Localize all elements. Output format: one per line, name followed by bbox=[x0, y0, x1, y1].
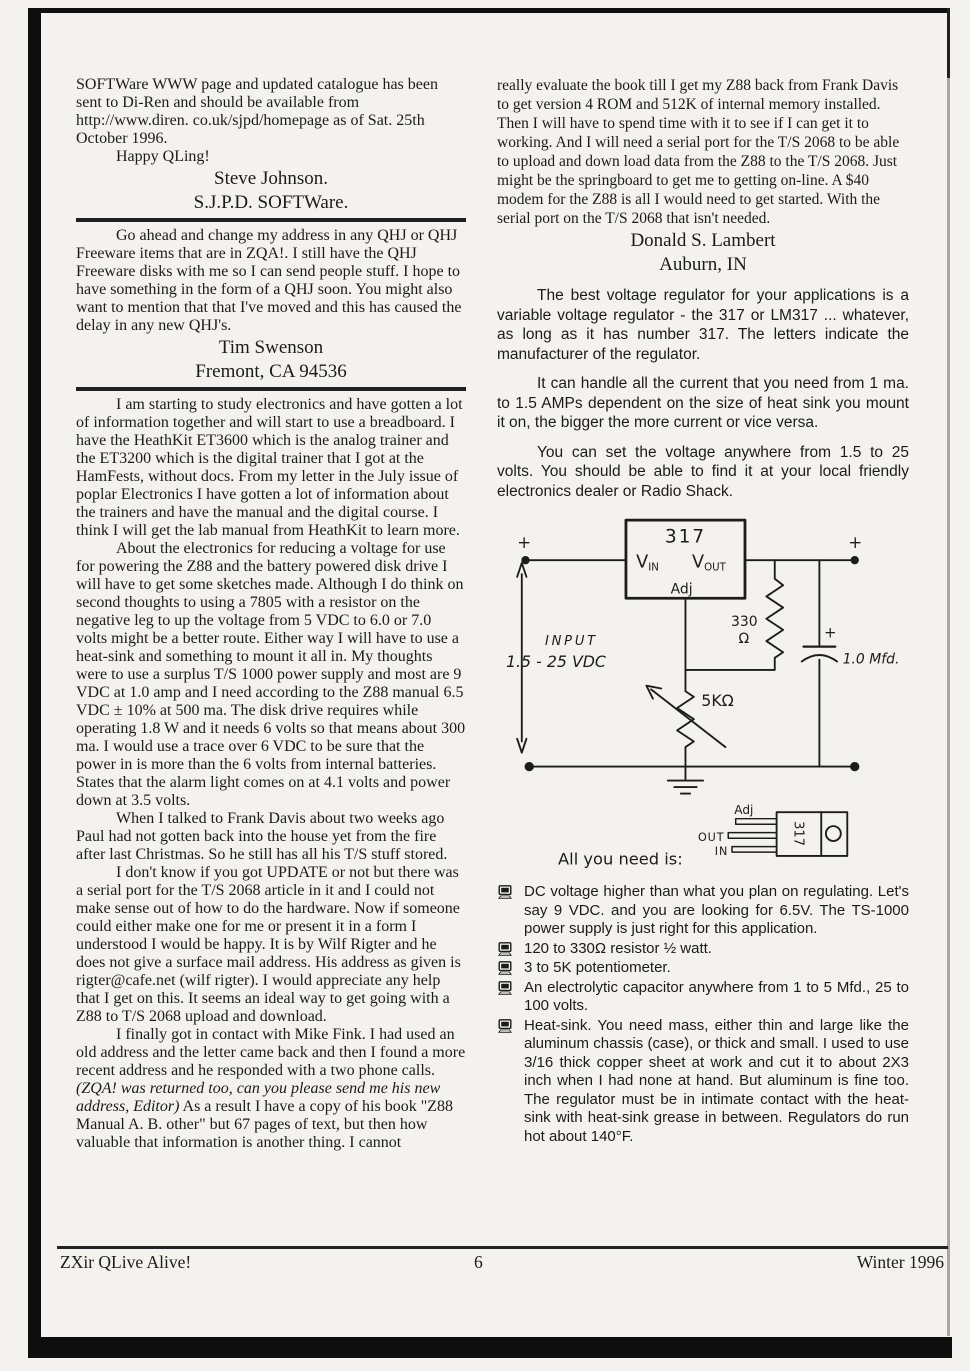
computer-icon bbox=[497, 981, 513, 1002]
pin-vin: V bbox=[636, 552, 649, 573]
svg-text:VIN: VIN bbox=[636, 552, 659, 574]
computer-icon bbox=[497, 1019, 513, 1040]
paragraph-starting-electronics: I am starting to study electronics and have gotten a lot of information together and will start to use a breadboard. I have the HeathKit ET3600 which is the analog trainer and the ET3200 which is the digital trainer that I got at the HamFests, without docs. From my letter in the July issue of poplar Electronics I have gotten a lot of information about the trainers and have the manual and the digital course. I think I will get the lab manual from HeathKit to learn more. bbox=[76, 396, 463, 539]
paragraph-go-ahead: Go ahead and change my address in any QHJ or QHJ Freeware items that are in ZQA!. I still have the QHJ Freeware disks with me so I can send people stuff. I hope to have something in the form of a QHJ soon. You might also want to mention that that I've moved and this has caused the delay in any new QHJ's. bbox=[76, 227, 462, 334]
paragraph-about-electronics: About the electronics for reducing a voltage for use for powering the Z88 and the battery powered disk drive I will have to get some sketches made. Although I do think on second thoughts to using a 7805 with a resistor on the negative leg to up the voltage from 5 VDC to 6.0 or 7.0 volts might be a better route. Either way I will have to use a heat-sink and something to mount it all in. My thoughts were to use a surplus T/S 1000 power supply and most are 9 VDC at 1.0 amp and I need according to the Z88 manual 6.5 VDC ± 10% at 500 ma. The disk drive requires while operating 1.8 W and it needs 6 volts so that means about 300 ma. I would use a trace over 6 VDC to be sure that the power in is more than the 6 volts from internal batteries. States that the alarm light comes on at 4.1 volts and power down at 3.5 volts. bbox=[76, 540, 466, 809]
pin-vout: V bbox=[691, 552, 705, 573]
issue-date: Winter 1996 bbox=[856, 1252, 944, 1272]
paragraph-happy-qling: Happy QLing! bbox=[116, 148, 210, 165]
package-in-label: IN bbox=[714, 844, 729, 858]
output-plus-sign: + bbox=[848, 532, 863, 553]
paragraph-best-regulator: The best voltage regulator for your applications is a variable voltage regulator - the 317 or LM317 ... whatever, as long as it has number 317. The letters indicate the manufacturer of the regulator. bbox=[497, 287, 909, 363]
page-footer bbox=[60, 1252, 944, 1273]
list-item: An electrolytic capacitor anywhere from 1 to 5 Mfd., 25 to 100 volts. bbox=[497, 979, 909, 1016]
cap-value-label: 1.0 Mfd. bbox=[842, 651, 900, 668]
output-plus-terminal bbox=[851, 556, 859, 564]
to220-package bbox=[698, 803, 847, 858]
resistor-330-ohm: Ω bbox=[738, 630, 750, 647]
signature-tim-swenson: Tim Swenson bbox=[218, 337, 324, 358]
pin-adj: Adj bbox=[670, 581, 693, 598]
chip-label: 317 bbox=[664, 526, 707, 548]
newsletter-title: ZXir QLive Alive! bbox=[60, 1252, 192, 1272]
paragraph-set-voltage: You can set the voltage anywhere from 1.5 to 25 volts. You should be able to find it at your local friendly electronics dealer or Radio Shack. bbox=[497, 443, 909, 500]
input-plus-sign: + bbox=[517, 532, 532, 553]
footer-divider bbox=[57, 1246, 948, 1249]
package-out-label: OUT bbox=[697, 831, 725, 845]
cap-plus-sign: + bbox=[824, 623, 837, 642]
list-item: 120 to 330Ω resistor ½ watt. bbox=[497, 940, 909, 959]
section-divider bbox=[76, 218, 466, 222]
package-chip-label: 317 bbox=[790, 821, 806, 846]
paragraph-evaluate-book: really evaluate the book till I get my Z88 back from Frank Davis to get version 4 ROM and 512K of internal memory installed. Then I will have to spend time with it to see if I can get it to working. And I will need a serial port for the T/S 2068 to be able to upload and down load data from the Z88 to the T/S 2068. Just might be the springboard to get me to getting on-line. A $40 modem for the Z88 is all I would need to get started. With the serial port on the T/S 2068 that isn't needed. bbox=[497, 77, 900, 227]
circuit-diagram bbox=[485, 509, 925, 881]
paragraph-frank-davis: When I talked to Frank Davis about two weeks ago Paul had not gotten back into the house yet from the fire after last Christmas. So he still has all his T/S stuff stored. bbox=[76, 810, 448, 863]
svg-text:VOUT: VOUT bbox=[691, 552, 726, 574]
paragraph-mike-fink bbox=[76, 1026, 466, 1152]
paragraph-update-serial-port: I don't know if you got UPDATE or not but there was a serial port for the T/S 2068 article in it and I could not make sense out of how to do the hardware. Now if someone could either make one for me or present it in a form I understood I would be happy. It is by Wilf Rigter and he does not give a surface mail address. His address as given is rigter@cafe.net (wilf rigter). I would appreciate any help that I get on this. It seems an ideal way to get going with a Z88 to T/S 2068 upload and download. bbox=[76, 864, 461, 1025]
editor-note-italic: (ZQA! was returned too, can you please send me his new address, Editor) bbox=[76, 1080, 441, 1115]
left-column bbox=[76, 76, 466, 1152]
right-column bbox=[497, 76, 909, 1147]
scan-edge-top bbox=[28, 8, 950, 13]
package-adj-label: Adj bbox=[734, 803, 754, 818]
paragraph-current-handling: It can handle all the current that you need from 1 ma. to 1.5 AMPs dependent on the size of heat sink you mount it on, the bigger the more current or vice versa. bbox=[497, 375, 909, 431]
signature-fremont: Fremont, CA 94536 bbox=[195, 361, 347, 382]
all-you-need-label: All you need is: bbox=[558, 849, 683, 869]
computer-icon bbox=[497, 885, 513, 906]
signature-sjpd-software: S.J.P.D. SOFTWare. bbox=[193, 192, 349, 213]
list-item: DC voltage higher than what you plan on regulating. Let's say 9 VDC. and you are looking for 6.5V. The TS-1000 power supply is just right for this application. bbox=[497, 883, 909, 939]
scan-edge-left bbox=[28, 8, 41, 1358]
resistor-330-label: 330 bbox=[731, 614, 758, 631]
section-divider bbox=[76, 387, 466, 391]
scan-edge-bottom bbox=[28, 1337, 952, 1358]
paragraph-johnson-tail: SOFTWare WWW page and updated catalogue has been sent to Di-Ren and should be available from http://www.diren. co.uk/sjpd/homepage as of Sat. 25th October 1996. bbox=[76, 76, 438, 147]
input-voltage-label: 1.5 - 25 VDC bbox=[505, 652, 606, 672]
list-item: 3 to 5K potentiometer. bbox=[497, 959, 909, 978]
paragraph-mike-fink-end: As a result I have a copy of his book "Z88 Manual A. B. other" but 67 pages of text, but then how valuable that information is another thing. I cannot bbox=[76, 1098, 453, 1151]
paragraph-mike-fink-start: I finally got in contact with Mike Fink. I had used an old address and the letter came back and then I found a more recent address and he responded with a two phone calls. bbox=[76, 1026, 466, 1079]
signature-donald-lambert: Donald S. Lambert bbox=[630, 230, 776, 251]
input-label: INPUT bbox=[545, 633, 598, 649]
signature-auburn: Auburn, IN bbox=[659, 254, 747, 275]
page-number: 6 bbox=[474, 1252, 483, 1272]
parts-list bbox=[497, 883, 909, 1146]
list-item: Heat-sink. You need mass, either thin and large like the aluminum chassis (case), or thick and small. I used to use 3/16 thick copper sheet at work and cut it to about 2X3 inch when I had none at hand. But aluminum is fine too. The regulator must be in intimate contact with the heat-sink with heat-sink grease in between. Regulators do run hot about 140°F. bbox=[497, 1017, 909, 1147]
pot-label: 5KΩ bbox=[701, 691, 734, 711]
signature-steve-johnson: Steve Johnson. bbox=[214, 168, 328, 189]
scan-edge-right bbox=[947, 8, 950, 1336]
